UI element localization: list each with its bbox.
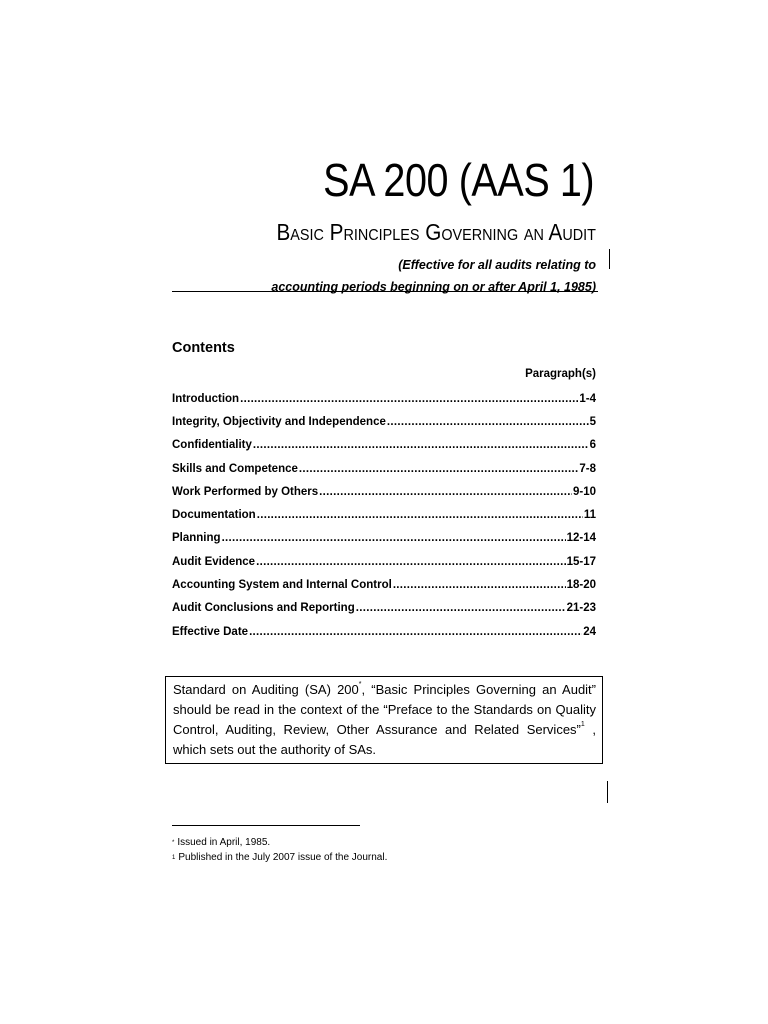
footnotes: [172, 836, 387, 865]
toc-item[interactable]: [172, 457, 596, 480]
toc-item-label: Effective Date: [172, 625, 249, 638]
toc-item-label: Introduction: [172, 392, 240, 405]
toc-item-paragraphs: 11: [583, 509, 596, 522]
toc-item-paragraphs: 7-8: [579, 462, 596, 475]
toc-leader-dots: [393, 579, 566, 591]
toc-leader-dots: [299, 463, 578, 475]
notice-text: , which sets out the authority of SAs.: [173, 722, 596, 757]
toc-item[interactable]: [172, 527, 596, 550]
footnote-separator: [172, 825, 360, 826]
margin-change-bar: [609, 249, 610, 269]
footnote-text: Published in the July 2007 issue of the Journal.: [178, 851, 388, 863]
footnote-mark: *: [358, 681, 362, 688]
notice-text: Standard on Auditing (SA) 200: [173, 682, 359, 697]
footnote: [172, 851, 387, 866]
footnote-mark: 1: [580, 721, 585, 728]
toc-item[interactable]: [172, 480, 596, 503]
toc-item-label: Documentation: [172, 509, 256, 522]
footnote: [172, 836, 387, 851]
paragraphs-column-heading: Paragraph(s): [525, 368, 596, 380]
footnote-mark: 1: [172, 854, 176, 861]
footnote-mark: *: [172, 840, 175, 846]
document-subtitle: Basic Principles Governing an Audit: [276, 219, 596, 245]
table-of-contents: [172, 387, 596, 643]
toc-leader-dots: [257, 509, 583, 521]
document-title: SA 200 (AAS 1): [322, 154, 594, 206]
toc-item[interactable]: [172, 503, 596, 526]
toc-item-label: Accounting System and Internal Control: [172, 579, 392, 592]
toc-item[interactable]: [172, 410, 596, 433]
toc-leader-dots: [249, 626, 582, 638]
toc-item-paragraphs: 9-10: [572, 485, 596, 498]
toc-item-label: Audit Evidence: [172, 555, 256, 568]
toc-leader-dots: [356, 602, 566, 614]
toc-leader-dots: [256, 556, 566, 568]
effective-line-2: accounting periods beginning on or after April 1, 1985): [271, 280, 596, 294]
toc-leader-dots: [222, 532, 566, 544]
toc-item-paragraphs: 12-14: [566, 532, 596, 545]
toc-leader-dots: [240, 393, 578, 405]
toc-item-paragraphs: 15-17: [566, 555, 596, 568]
toc-item-label: Audit Conclusions and Reporting: [172, 602, 355, 615]
horizontal-rule: [172, 291, 598, 292]
toc-item-paragraphs: 18-20: [566, 579, 596, 592]
margin-change-bar: [607, 781, 608, 803]
effective-line-1: (Effective for all audits relating to: [398, 258, 596, 272]
notice-text: , “Basic Principles Governing an Audit” should be read in the context of the “Preface to the Standards on Quality Control, Auditing, Review, Other Assurance and Related Services”: [173, 682, 596, 737]
footnote-text: Issued in April, 1985.: [177, 837, 271, 848]
toc-item-label: Work Performed by Others: [172, 485, 319, 498]
toc-leader-dots: [253, 439, 589, 451]
notice-box: [165, 676, 603, 764]
toc-item-label: Confidentiality: [172, 439, 252, 452]
toc-item[interactable]: [172, 620, 596, 643]
toc-leader-dots: [319, 486, 572, 498]
contents-heading: Contents: [172, 340, 235, 356]
toc-item-paragraphs: 1-4: [579, 392, 596, 405]
toc-item-paragraphs: 5: [589, 415, 596, 428]
toc-item[interactable]: [172, 573, 596, 596]
toc-item[interactable]: [172, 387, 596, 410]
toc-item-label: Integrity, Objectivity and Independence: [172, 415, 386, 428]
toc-item[interactable]: [172, 550, 596, 573]
toc-item-paragraphs: 24: [583, 625, 596, 638]
toc-item-label: Planning: [172, 532, 221, 545]
toc-item-label: Skills and Competence: [172, 462, 298, 475]
toc-leader-dots: [387, 416, 589, 428]
toc-item[interactable]: [172, 597, 596, 620]
toc-item[interactable]: [172, 434, 596, 457]
toc-item-paragraphs: 21-23: [566, 602, 596, 615]
toc-item-paragraphs: 6: [589, 439, 596, 452]
